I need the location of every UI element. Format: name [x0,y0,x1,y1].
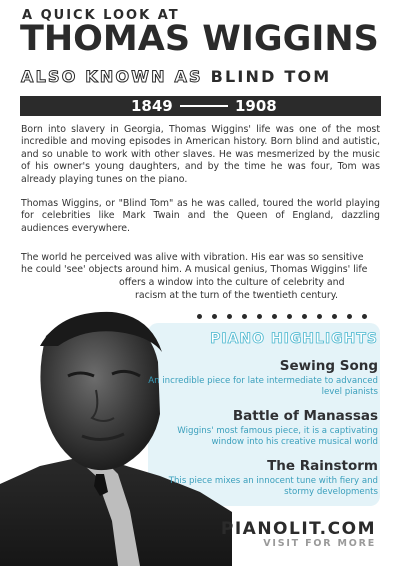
site-link[interactable]: PIANOLIT.COM [220,519,376,539]
piece-title-3: The Rainstorm [267,458,378,474]
bio-paragraph-3-line-3: offers a window into the culture of celebrity and [119,277,345,288]
alias-prefix: ALSO KNOWN AS [21,67,203,86]
bio-paragraph-3-line-1: The world he perceived was alive with vibration. His ear was so sensitive [21,252,364,263]
bio-paragraph-3-line-2: he could 'see' objects around him. A musical genius, Thomas Wiggins' life [21,264,368,275]
alias-name: BLIND TOM [210,67,332,86]
bio-paragraph-1: Born into slavery in Georgia, Thomas Wiggins' life was one of the most incredible and moving episodes in American history. Born blind and autistic, and so unable to work with other slaves. He was mesmerized by the music of his owner's young daughters, and by the time he was four, Tom was already playing tunes on the piano. [21,124,380,185]
piece-title-2: Battle of Manassas [232,408,378,424]
lifespan-bar [20,96,381,116]
bio-paragraph-2: Thomas Wiggins, or "Blind Tom" as he was called, toured the world playing for celebrities like Mark Twain and the Queen of England, dazzling audiences everywhere. [21,198,380,234]
visit-cta[interactable]: VISIT FOR MORE [263,538,376,549]
piece-description-2: Wiggins' most famous piece, it is a captivating window into his creative musical world [177,426,378,447]
lifespan-divider [180,105,228,107]
piece-description-3: This piece mixes an innocent tune with fiery and stormy developments [168,476,378,497]
kicker-text: A QUICK LOOK AT [22,8,180,23]
page-title: THOMAS WIGGINS [20,19,379,59]
death-year: 1908 [235,97,277,115]
piece-description-1: An incredible piece for late intermediate to advanced level pianists [148,376,378,397]
highlights-title: PIANO HIGHLIGHTS [210,331,378,347]
birth-year: 1849 [131,97,173,115]
alias-line [21,67,331,86]
bio-paragraph-3-line-4: racism at the turn of the twentieth century. [135,290,338,301]
piece-title-1: Sewing Song [279,358,378,374]
